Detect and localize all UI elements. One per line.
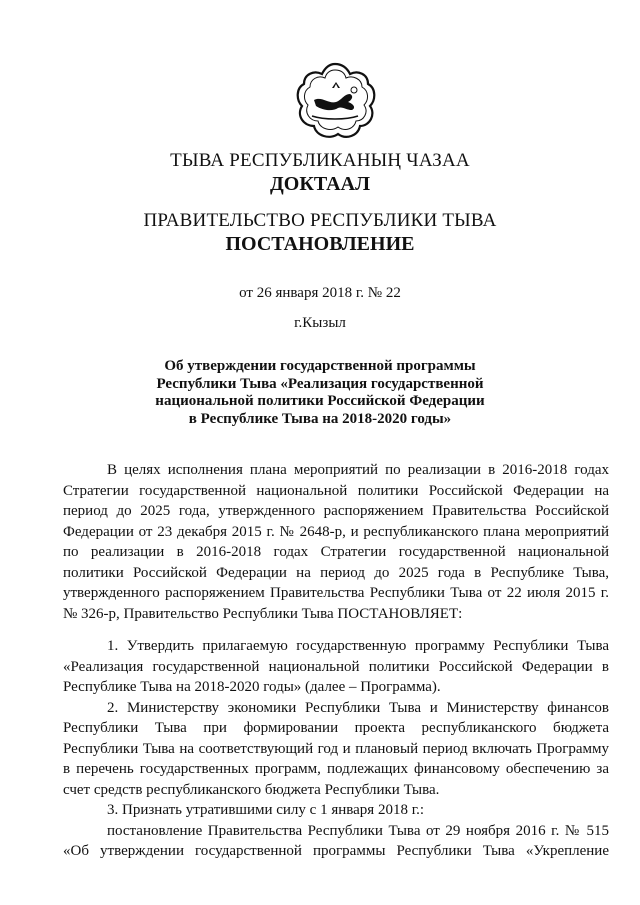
resolution-items (63, 636, 609, 862)
text-line: Республике Тыва на 2018-2020 годы» (далее – Программа). (63, 679, 441, 695)
text-line: 1. Утвердить прилагаемую государственную программу Республики Тыва (107, 638, 609, 654)
text-line: счет средств республиканского бюджета Республики Тыва. (63, 781, 440, 798)
header-government: ПРАВИТЕЛЬСТВО РЕСПУБЛИКИ ТЫВА (143, 210, 497, 231)
text-line: 2. Министерству экономики Республики Тыва и Министерству финансов (107, 699, 609, 716)
text-line: № 326-р, Правительство Республики Тыва ПОСТАНОВЛЯЕТ: (63, 605, 463, 622)
text-line: Федерации от 23 декабря 2015 г. № 2648-р, и республиканского плана мероприятий (63, 523, 609, 540)
text-line: В целях исполнения плана мероприятий по реализации в 2016-2018 годах (107, 462, 609, 478)
document-city: г.Кызыл (294, 315, 346, 331)
title-line: Республики Тыва «Реализация государственной (156, 375, 484, 392)
title-line: Об утверждении государственной программы (164, 358, 476, 374)
header-tuvan-resolution: ДОКТААЛ (270, 173, 370, 195)
text-line: «Реализация государственной национальной политики Российской Федерации в (63, 658, 609, 675)
text-line: период до 2025 года, утвержденного распоряжением Правительства Российской (63, 503, 609, 519)
title-line: национальной политики Российской Федерации (155, 393, 485, 409)
coat-of-arms-icon (292, 60, 378, 144)
text-line: 3. Признать утратившими силу с 1 января 2018 г.: (107, 802, 425, 818)
text-line: утвержденного распоряжением Правительства Республики Тыва от 22 июля 2015 г. (63, 585, 609, 601)
text-line: в перечень государственных программ, подлежащих финансовому обеспечению за (63, 761, 609, 777)
text-line: Республики Тыва на соответствующий год и плановый период включать Программу (63, 740, 609, 757)
text-line: по реализации в 2016-2018 годах Стратегии государственной национальной (63, 544, 609, 560)
text-line: «Об утверждении государственной программы Республики Тыва «Укрепление (63, 843, 609, 859)
header-tuvan-government: ТЫВА РЕСПУБЛИКАНЫҢ ЧАЗАА (170, 150, 470, 171)
document-dateline: от 26 января 2018 г. № 22 (239, 285, 401, 301)
document-title (100, 358, 540, 428)
header-resolution: ПОСТАНОВЛЕНИЕ (225, 233, 415, 255)
text-line: постановление Правительства Республики Тыва от 29 ноября 2016 г. № 515 (107, 822, 609, 839)
text-line: Стратегии государственной национальной политики Российской Федерации на (63, 482, 609, 499)
text-line: политики Российской Федерации на период до 2025 года в Республике Тыва, (63, 564, 609, 581)
title-line: в Республике Тыва на 2018-2020 годы» (188, 410, 452, 427)
text-line: Республики Тыва при формировании проекта республиканского бюджета (63, 720, 609, 736)
preamble-paragraph (63, 460, 609, 624)
